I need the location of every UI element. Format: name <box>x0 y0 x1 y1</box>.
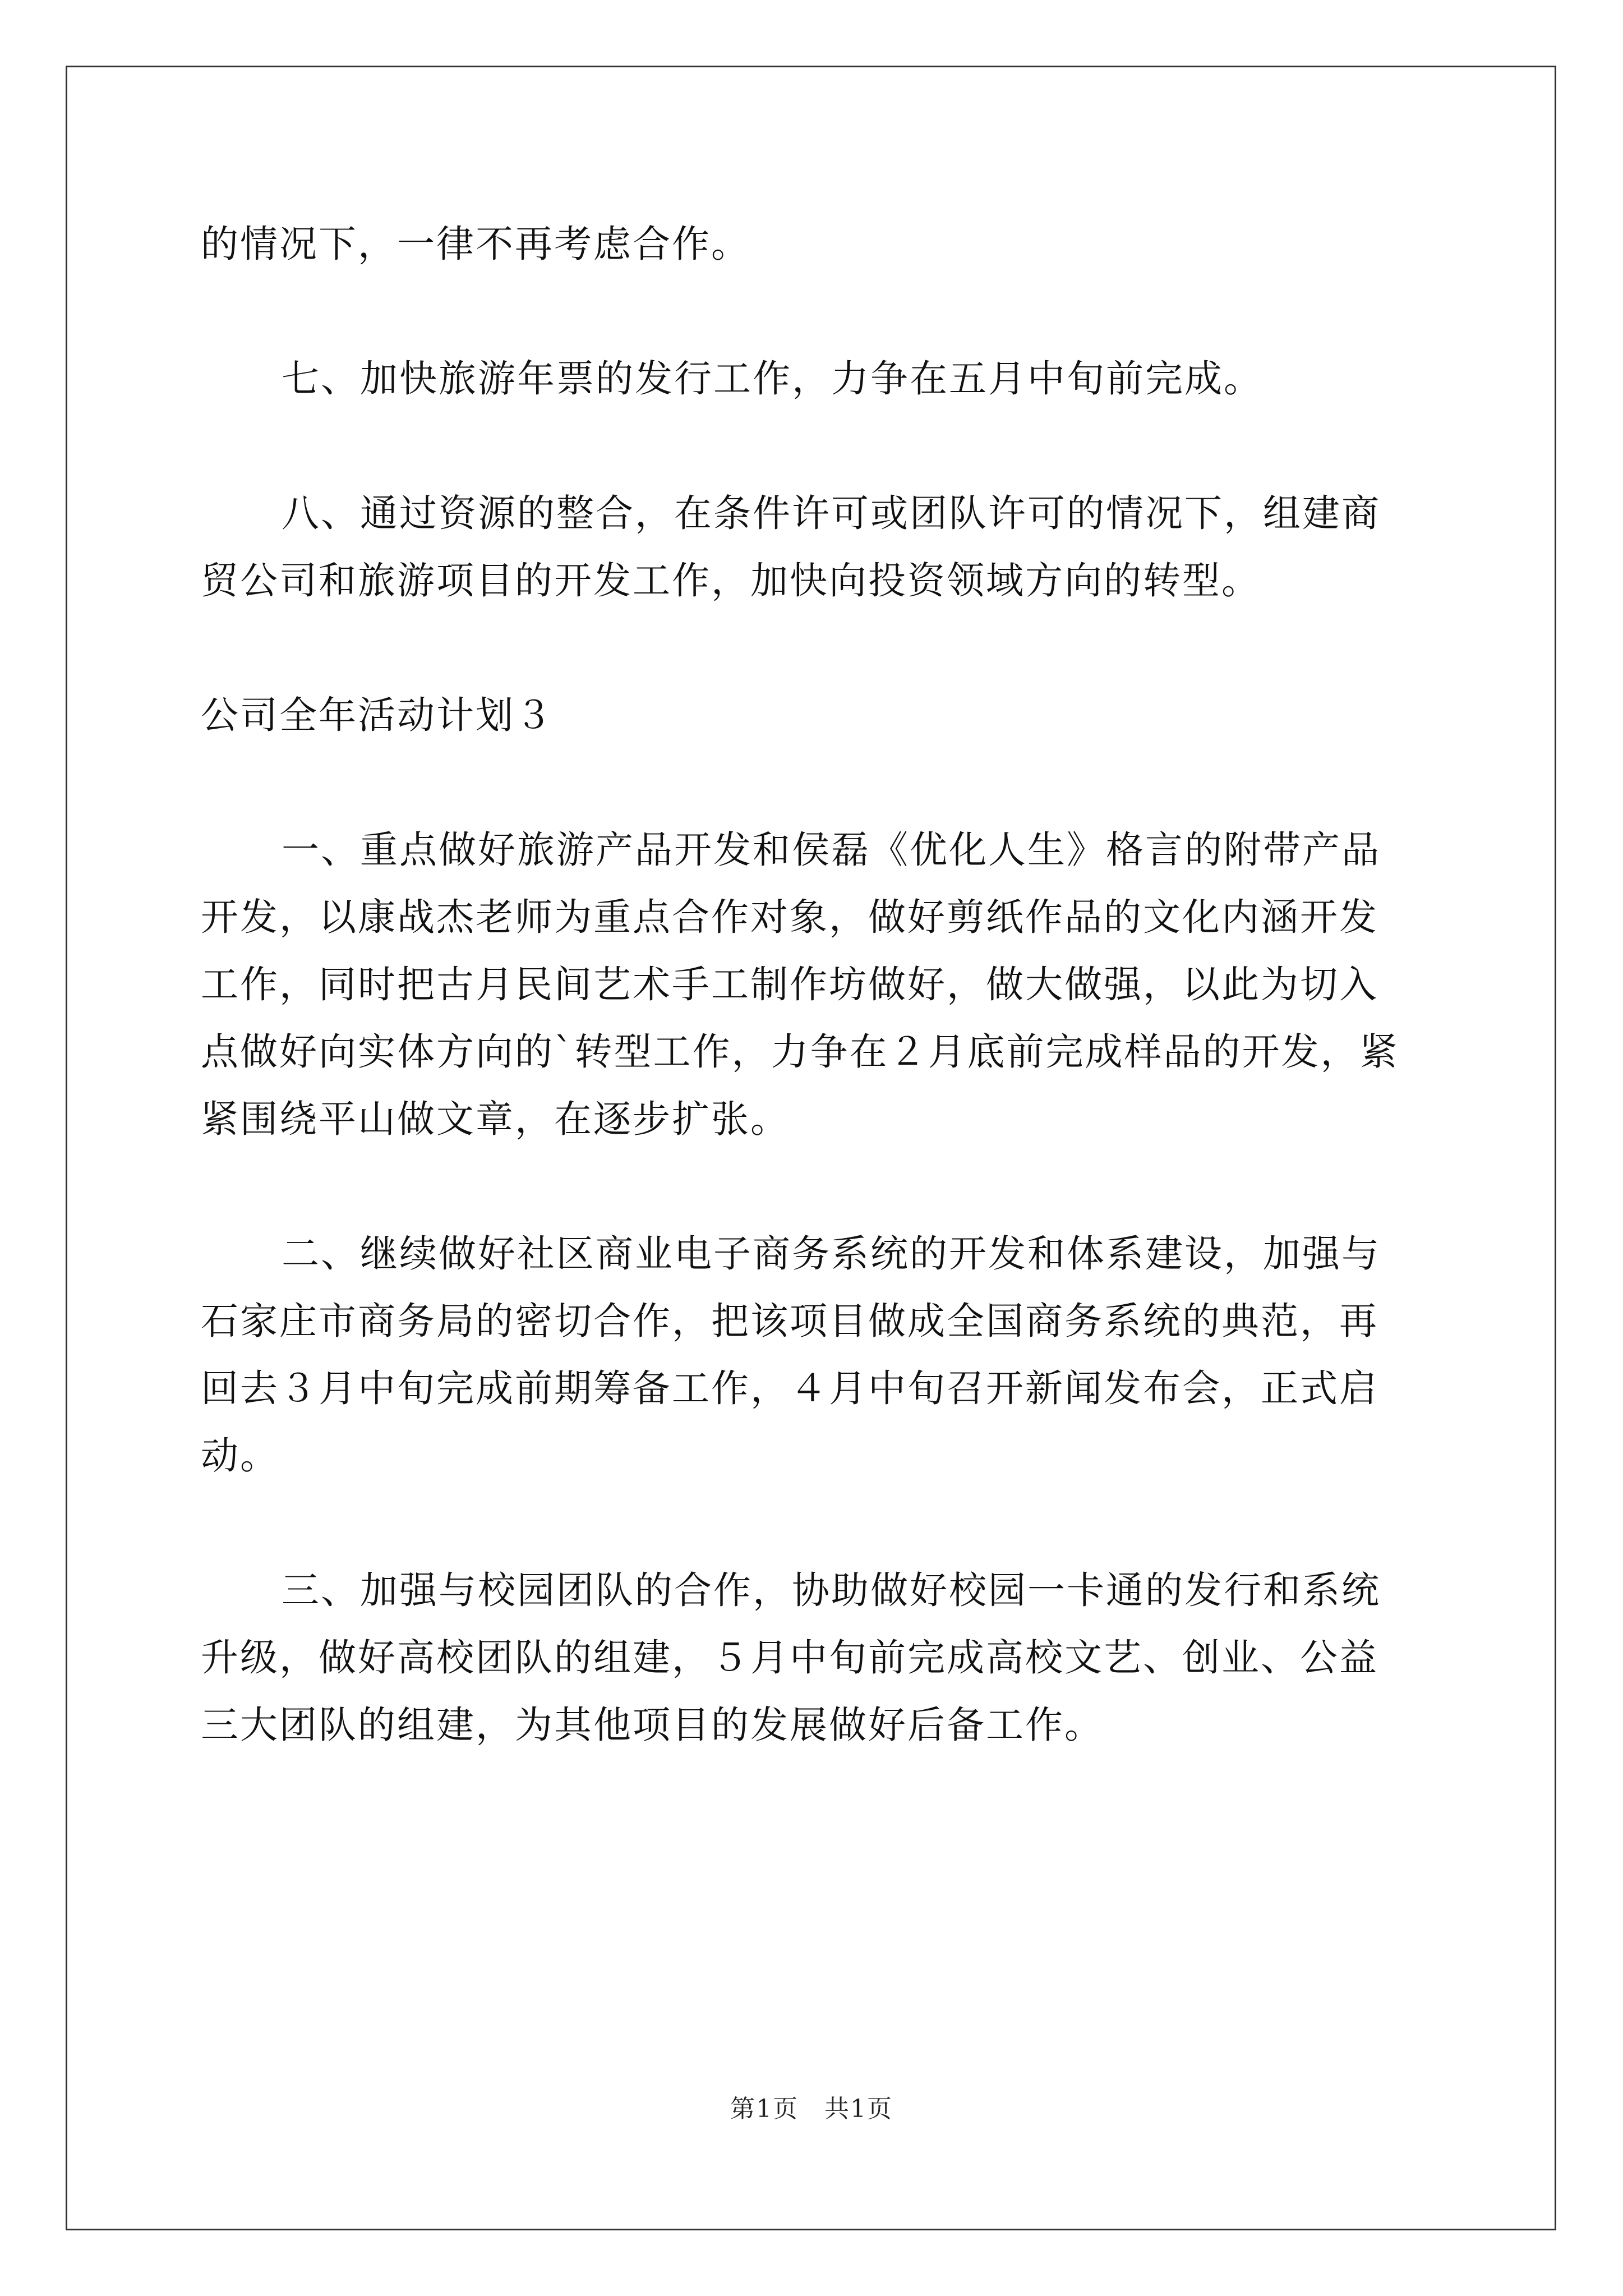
text-line: 回去３月中旬完成前期筹备工作，４月中旬召开新闻发布会，正式启 <box>201 1366 1378 1410</box>
text-line: 紧围绕平山做文章，在逐步扩张。 <box>201 1097 790 1141</box>
text-line: 七、加快旅游年票的发行工作，力争在五月中旬前完成。 <box>282 357 1263 401</box>
text-line: 开发，以康战杰老师为重点合作对象，做好剪纸作品的文化内涵开发 <box>201 895 1378 939</box>
section-heading: 公司全年活动计划３ <box>201 693 554 737</box>
text-line: 的情况下，一律不再考虑合作。 <box>201 222 750 266</box>
text-line: 动。 <box>201 1434 279 1478</box>
text-line: 二、继续做好社区商业电子商务系统的开发和体系建设，加强与 <box>282 1232 1381 1276</box>
text-line: 八、通过资源的整合，在条件许可或团队许可的情况下，组建商 <box>282 491 1381 535</box>
text-line: 三大团队的组建，为其他项目的发展做好后备工作。 <box>201 1703 1104 1747</box>
text-line: 三、加强与校园团队的合作，协助做好校园一卡通的发行和系统 <box>282 1568 1381 1612</box>
page-number-footer: 第1页 共1页 <box>730 2095 893 2123</box>
text-line: 工作，同时把古月民间艺术手工制作坊做好，做大做强，以此为切入 <box>201 963 1378 1006</box>
text-line: 点做好向实体方向的`转型工作，力争在２月底前完成样品的开发，紧 <box>201 1030 1399 1074</box>
document-body <box>201 210 1422 1759</box>
text-line: 贸公司和旅游项目的开发工作，加快向投资领域方向的转型。 <box>201 559 1261 602</box>
text-line: 升级，做好高校团队的组建，５月中旬前完成高校文艺、创业、公益 <box>201 1636 1378 1680</box>
text-line: 一、重点做好旅游产品开发和侯磊《优化人生》格言的附带产品 <box>282 828 1381 872</box>
text-line: 石家庄市商务局的密切合作，把该项目做成全国商务系统的典范，再 <box>201 1299 1378 1343</box>
